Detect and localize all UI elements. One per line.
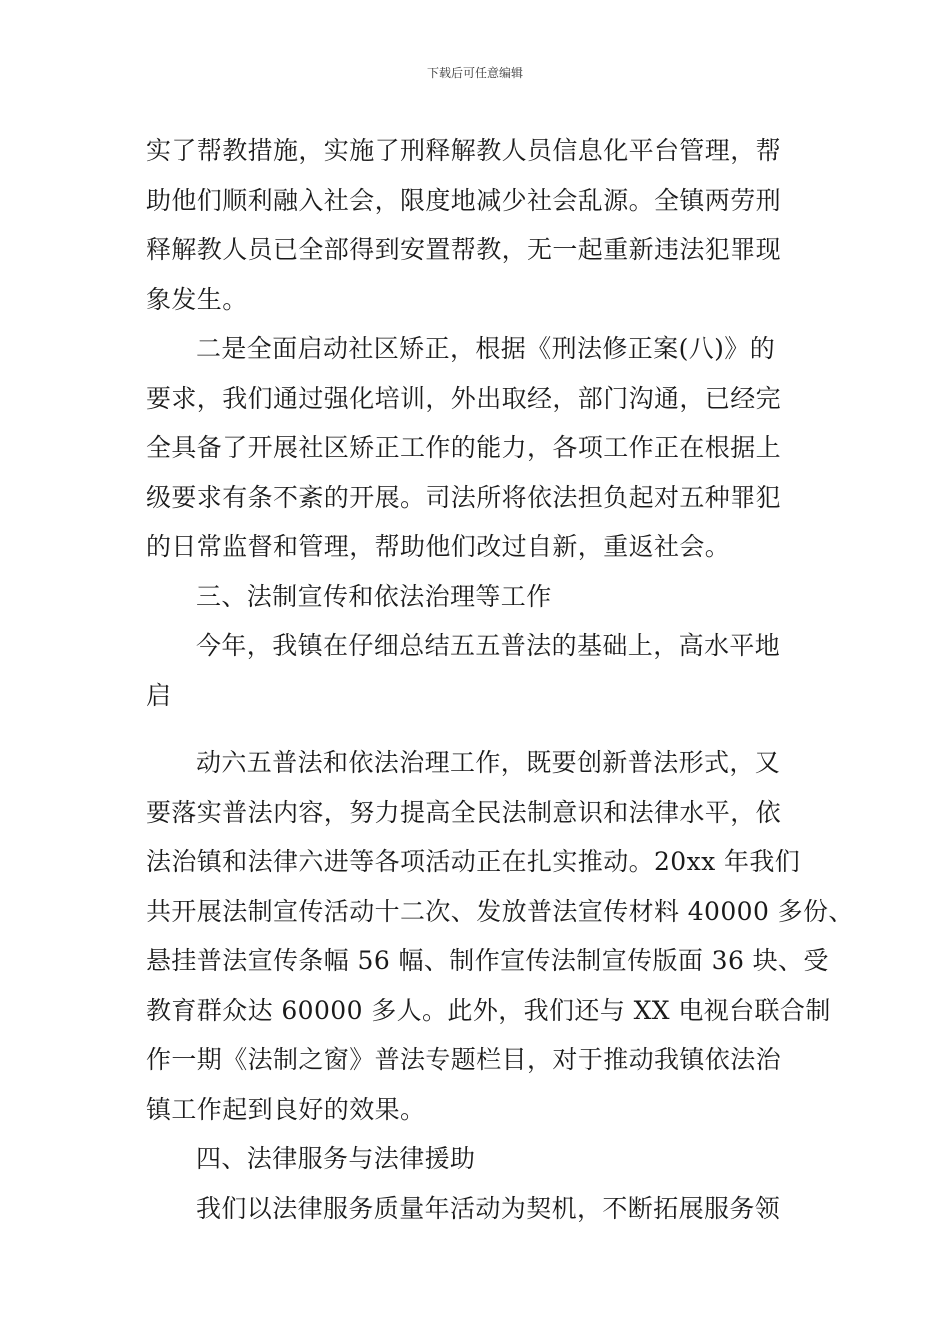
text-line: 实了帮教措施，实施了刑释解教人员信息化平台管理，帮	[146, 136, 782, 165]
text-line: 作一期《法制之窗》普法专题栏目，对于推动我镇依法治	[146, 1045, 782, 1074]
document-body	[146, 126, 854, 1233]
text-line: 要落实普法内容，努力提高全民法制意识和法律水平，依	[146, 797, 782, 827]
text-line: 悬挂普法宣传条幅 56 幅、制作宣传法制宣传版面 36 块、受	[146, 946, 829, 975]
section-heading: 四、法律服务与法律援助	[196, 1144, 476, 1173]
text-line: 要求，我们通过强化培训，外出取经，部门沟通，已经完	[146, 383, 782, 413]
text-line: 动六五普法和依法治理工作，既要创新普法形式，又	[196, 748, 781, 777]
text-line: 全具备了开展社区矫正工作的能力，各项工作正在根据上	[146, 433, 782, 462]
text-line: 级要求有条不紊的开展。司法所将依法担负起对五种罪犯	[146, 482, 782, 512]
text-line: 二是全面启动社区矫正，根据《刑法修正案(八)》的	[196, 334, 776, 363]
text-line: 今年，我镇在仔细总结五五普法的基础上，高水平地	[196, 631, 781, 660]
section-heading: 三、法制宣传和依法治理等工作	[196, 581, 552, 611]
paragraph-gap	[146, 720, 836, 738]
text-line: 释解教人员已全部得到安置帮教，无一起重新违法犯罪现	[146, 235, 782, 264]
text-line: 共开展法制宣传活动十二次、发放普法宣传材料 40000 多份、	[146, 896, 854, 926]
text-line: 助他们顺利融入社会，限度地减少社会乱源。全镇两劳刑	[146, 185, 782, 215]
text-line: 教育群众达 60000 多人。此外，我们还与 XX 电视台联合制	[146, 995, 831, 1025]
text-line: 我们以法律服务质量年活动为契机，不断拓展服务领	[196, 1193, 781, 1223]
page-header: 下载后可任意编辑	[426, 66, 523, 80]
text-line: 镇工作起到良好的效果。	[146, 1094, 426, 1124]
text-line: 象发生。	[146, 284, 248, 314]
text-line: 法治镇和法律六进等各项活动正在扎实推动。20xx 年我们	[146, 847, 801, 876]
text-line: 的日常监督和管理，帮助他们改过自新，重返社会。	[146, 532, 731, 561]
text-line: 启	[146, 680, 172, 710]
